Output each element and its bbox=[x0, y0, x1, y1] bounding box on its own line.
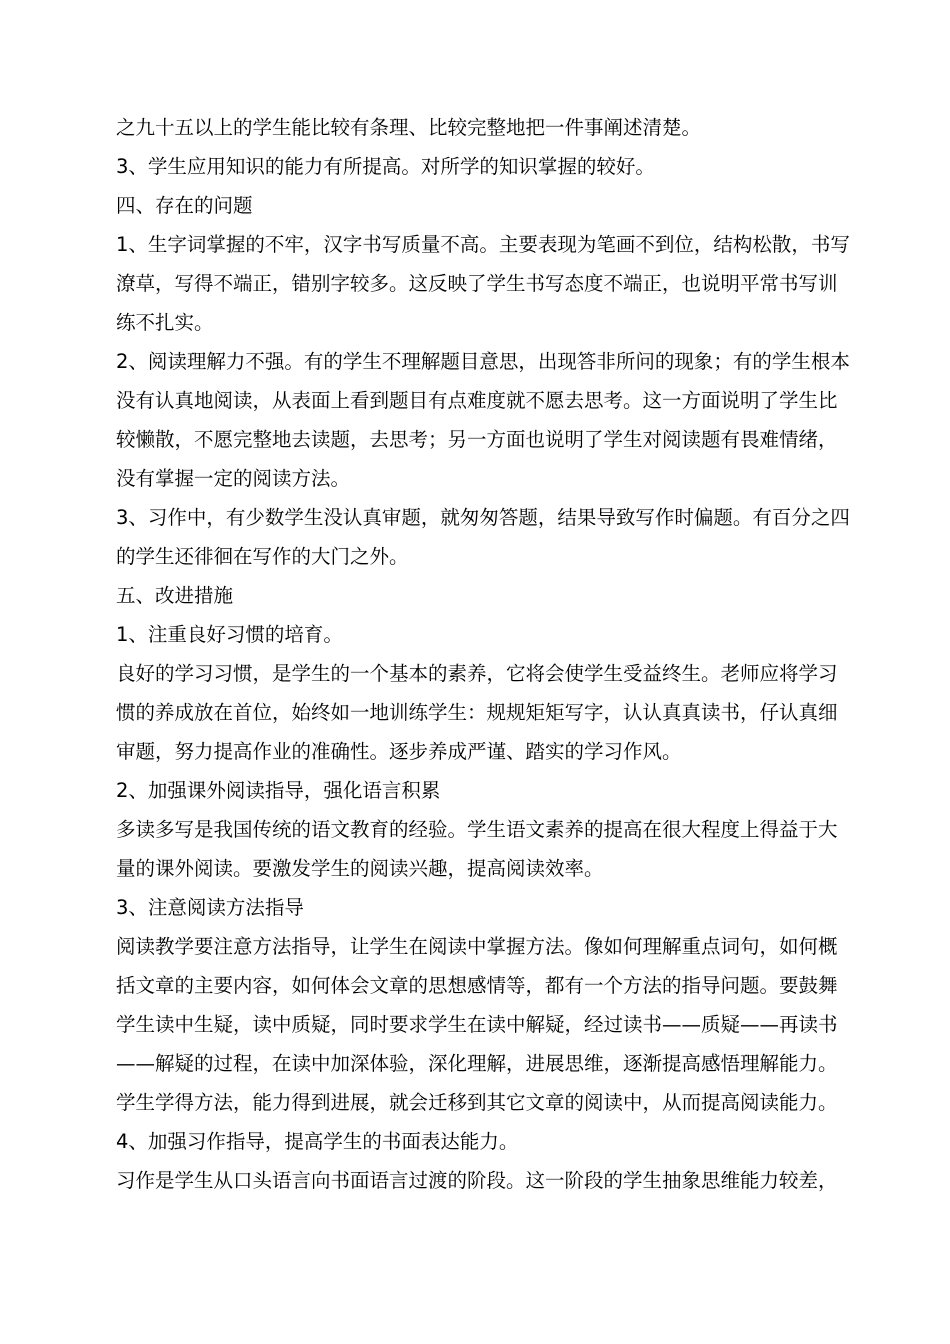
text-line: 括文章的主要内容，如何体会文章的思想感情等，都有一个方法的指导问题。要鼓舞 bbox=[116, 974, 838, 997]
text-line: 阅读教学要注意方法指导，让学生在阅读中掌握方法。像如何理解重点词句，如何概 bbox=[116, 935, 838, 958]
text-line: 审题，努力提高作业的准确性。逐步养成严谨、踏实的学习作风。 bbox=[116, 740, 682, 763]
text-line: 3、习作中，有少数学生没认真审题，就匆匆答题，结果导致写作时偏题。有百分之四 bbox=[116, 506, 850, 529]
subsection-heading: 4、加强习作指导，提高学生的书面表达能力。 bbox=[116, 1130, 519, 1153]
subsection-heading: 2、加强课外阅读指导，强化语言积累 bbox=[116, 779, 441, 802]
text-line: 没有认真地阅读，从表面上看到题目有点难度就不愿去思考。这一方面说明了学生比 bbox=[116, 389, 838, 412]
text-line: 多读多写是我国传统的语文教育的经验。学生语文素养的提高在很大程度上得益于大 bbox=[116, 818, 838, 841]
text-line: ——解疑的过程，在读中加深体验，深化理解，进展思维，逐渐提高感悟理解能力。 bbox=[116, 1052, 838, 1075]
document-body bbox=[116, 108, 850, 1200]
text-line: 惯的养成放在首位，始终如一地训练学生：规规矩矩写字，认认真真读书，仔认真细 bbox=[116, 701, 838, 724]
text-line: 1、生字词掌握的不牢，汉字书写质量不高。主要表现为笔画不到位，结构松散，书写 bbox=[116, 233, 850, 256]
text-line: 量的课外阅读。要激发学生的阅读兴趣，提高阅读效率。 bbox=[116, 857, 604, 880]
text-line: 潦草，写得不端正，错别字较多。这反映了学生书写态度不端正，也说明平常书写训 bbox=[116, 272, 838, 295]
text-line: 学生读中生疑，读中质疑，同时要求学生在读中解疑，经过读书——质疑——再读书 bbox=[116, 1013, 838, 1036]
text-line: 3、学生应用知识的能力有所提高。对所学的知识掌握的较好。 bbox=[116, 155, 655, 178]
text-line: 2、阅读理解力不强。有的学生不理解题目意思，出现答非所问的现象；有的学生根本 bbox=[116, 350, 850, 373]
text-line: 的学生还徘徊在写作的大门之外。 bbox=[116, 545, 409, 568]
section-heading: 四、存在的问题 bbox=[116, 194, 253, 217]
subsection-heading: 3、注意阅读方法指导 bbox=[116, 896, 304, 919]
text-line: 习作是学生从口头语言向书面语言过渡的阶段。这一阶段的学生抽象思维能力较差， bbox=[116, 1169, 838, 1192]
text-line: 较懒散，不愿完整地去读题，去思考；另一方面也说明了学生对阅读题有畏难情绪， bbox=[116, 428, 838, 451]
text-line: 之九十五以上的学生能比较有条理、比较完整地把一件事阐述清楚。 bbox=[116, 116, 702, 139]
text-line: 学生学得方法，能力得到进展，就会迁移到其它文章的阅读中，从而提高阅读能力。 bbox=[116, 1091, 838, 1114]
text-line: 没有掌握一定的阅读方法。 bbox=[116, 467, 351, 490]
section-heading: 五、改进措施 bbox=[116, 584, 234, 607]
text-line: 良好的学习习惯，是学生的一个基本的素养，它将会使学生受益终生。老师应将学习 bbox=[116, 662, 838, 685]
subsection-heading: 1、注重良好习惯的培育。 bbox=[116, 623, 343, 646]
text-line: 练不扎实。 bbox=[116, 311, 214, 334]
